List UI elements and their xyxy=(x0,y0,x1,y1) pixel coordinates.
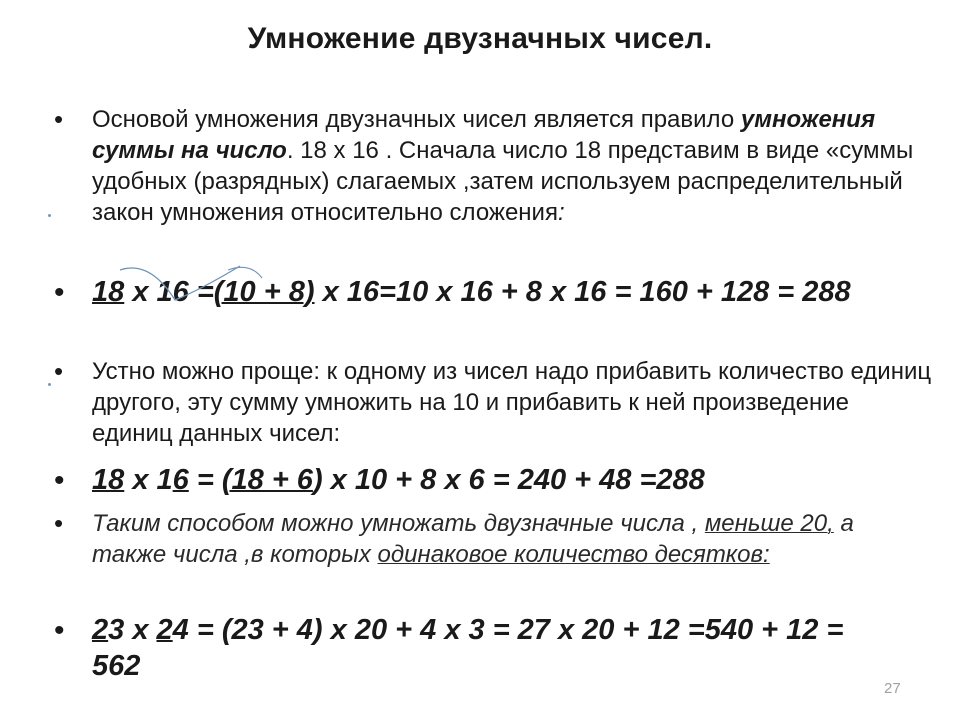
arc-stroke xyxy=(228,267,262,278)
eq1-part-2: х 16 = xyxy=(124,276,214,308)
cond-less-20: меньше 20, xyxy=(704,510,834,537)
bullet-marker: • xyxy=(54,104,64,134)
eq3-part-2b: 2 xyxy=(156,614,173,646)
slide-title: Умножение двузначных чисел. xyxy=(247,22,713,55)
eq2-part-4: = xyxy=(188,464,222,496)
eq2-part-6: 6 xyxy=(172,464,189,496)
eq3-part-2a: 2 xyxy=(92,614,109,646)
intro-rule-bold: умножения суммы на число xyxy=(92,106,876,164)
bullet-marker: • xyxy=(54,464,65,497)
intro-colon: : xyxy=(557,199,565,226)
intro-text-a: Основой умножения двузначных чисел является правило xyxy=(92,106,741,133)
bullet-marker: • xyxy=(54,276,65,309)
eq1-part-sum: (10 + 8) xyxy=(213,276,315,308)
eq1-part-4: х 16=10 х 16 + 8 х 16 = 160 + 128 = 288 xyxy=(314,276,851,308)
eq2-part-2: х 1 xyxy=(124,464,173,496)
eq2-part-6b: ) х 10 + 8 х 6 = 240 + 48 =288 xyxy=(312,464,705,496)
cond-same-tens: одинаковое количество десятков: xyxy=(377,541,770,568)
bullet-marker: • xyxy=(54,614,65,647)
cond-text-c: а также числа ,в которых xyxy=(92,510,854,568)
bullet-marker: • xyxy=(54,356,64,386)
stray-dot xyxy=(48,383,51,386)
eq3-part-4: 4 = (23 + 4) х 20 + 4 х 3 = 27 х 20 + 12 =540 + 12 = 562 xyxy=(92,614,844,682)
stray-dot xyxy=(48,214,51,217)
paragraph-method: Устно можно проще: к одному из чисел надо прибавить количество единиц другого, эту сумму умножить на 10 и прибавить к ней произведение единиц данных чисел: xyxy=(92,358,932,447)
intro-text-c: . 18 х 16 . Сначала число 18 представим в виде «суммы удобных (разрядных) слагаемых ,затем используем распределительный закон умножения относительно сложения xyxy=(92,137,914,226)
slide-number: 27 xyxy=(884,680,901,697)
eq2-part-sum: (18 + 6 xyxy=(221,464,313,496)
eq2-part-18: 18 xyxy=(92,464,125,496)
arc-stroke xyxy=(120,266,240,300)
bullet-marker: • xyxy=(54,508,64,538)
cond-text-a: Таким способом можно умножать двузначные числа , xyxy=(92,510,705,537)
eq3-part-2: 3 х xyxy=(108,614,157,646)
eq1-part-18: 18 xyxy=(92,276,125,308)
